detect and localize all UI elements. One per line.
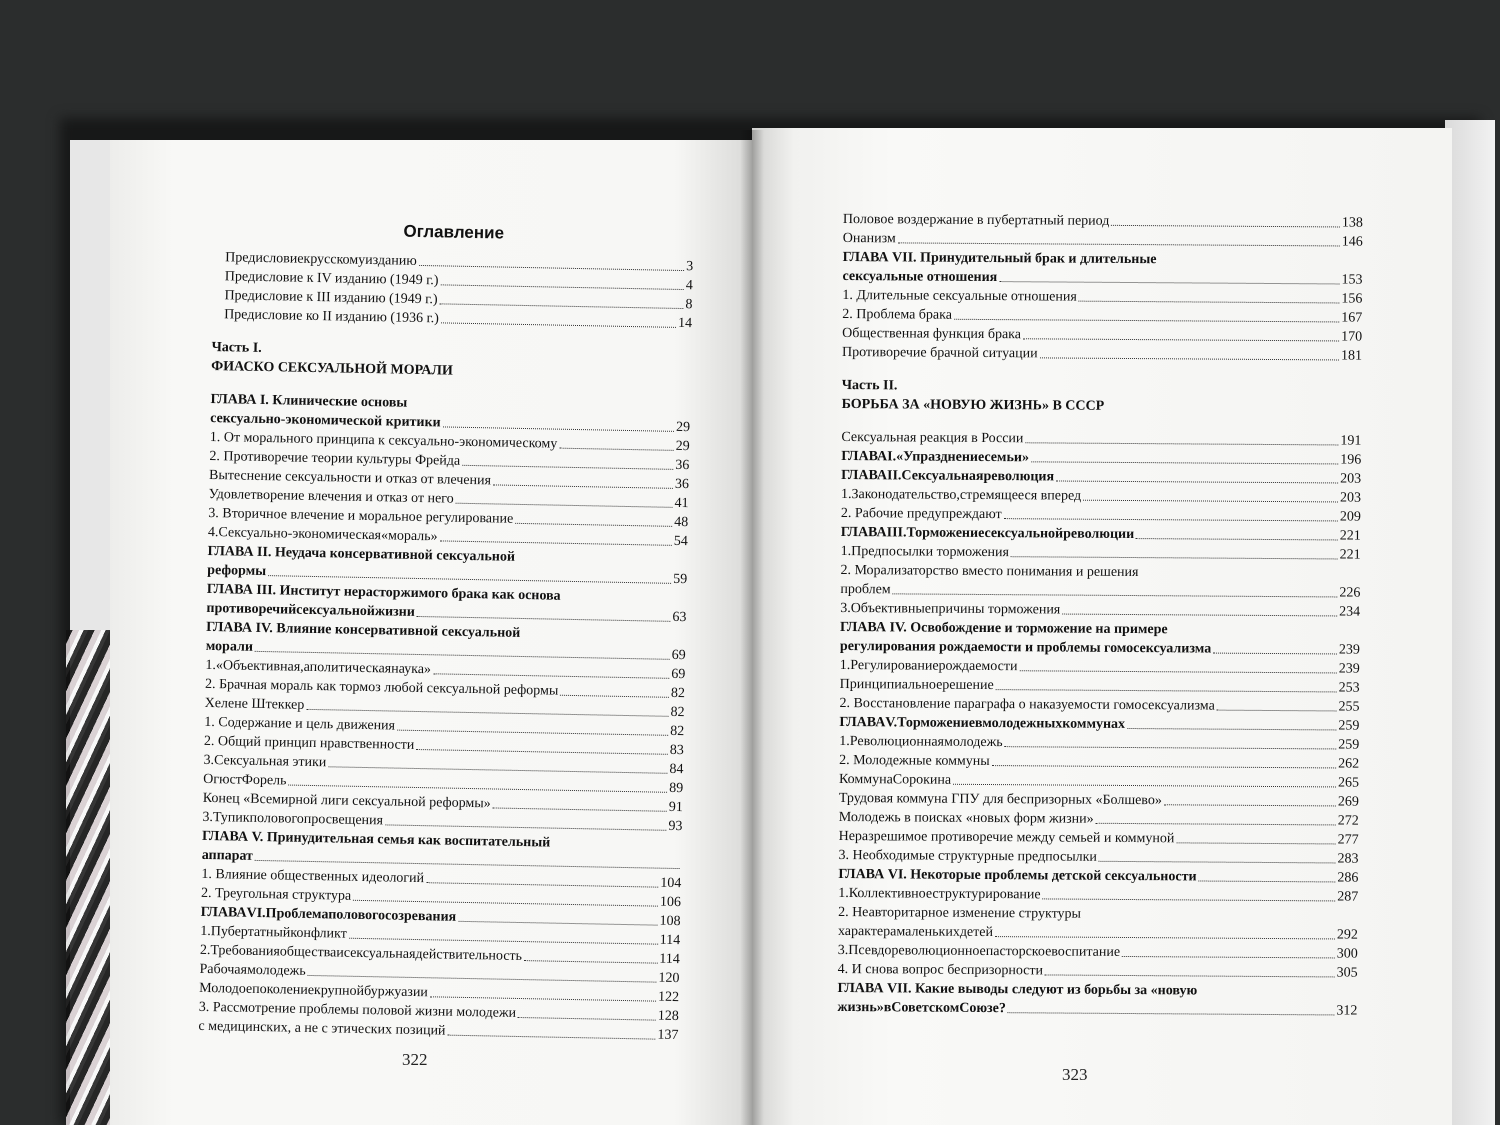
toc-entry-page: 167: [1341, 310, 1363, 326]
toc-leader-dots: [439, 303, 683, 309]
toc-leader-dots: [1056, 480, 1338, 483]
toc-entry-page: 196: [1340, 452, 1362, 468]
toc-entry-title: 3.Тупикполовогопросвещения: [202, 809, 384, 829]
toc-leader-dots: [447, 1035, 655, 1040]
toc-entry-page: 234: [1339, 604, 1361, 620]
toc-leader-dots: [1083, 500, 1338, 503]
toc-entry-title: КоммунаСорокина: [838, 771, 952, 788]
toc-entry-page: 305: [1336, 965, 1358, 981]
toc-entry-page: 8: [685, 297, 693, 313]
toc-entry-page: 83: [669, 742, 685, 759]
toc-leader-dots: [441, 322, 676, 328]
toc-entry-page: 209: [1339, 509, 1361, 525]
toc-entry-title: 2. Молодежные коммуны: [839, 752, 990, 770]
toc-entry-title: 2. Противоречие теории культуры Фрейда: [209, 448, 461, 469]
toc-entry-title: регулирования рождаемости и проблемы гомосексуализма: [839, 638, 1212, 657]
toc-leader-dots: [456, 503, 673, 508]
toc-entry-title: ГЛАВАI.«Упразднениесемьи»: [841, 448, 1030, 466]
toc-entry-page: 84: [669, 761, 684, 778]
toc-entry-page: 120: [658, 970, 680, 987]
toc-entry-title: 1.Регулированиерождаемости: [839, 657, 1018, 675]
toc-entry-title: 2. Общий принцип нравственности: [203, 733, 415, 753]
toc-leader-dots: [560, 695, 669, 698]
toc-entry-title: 1.Законодательство,стремящееся вперед: [840, 486, 1082, 504]
toc-entry-title: 1.Предпосылки торможения: [840, 543, 1010, 561]
toc-entry-page: 106: [659, 894, 682, 911]
toc-entry-title: 2. Рабочие предупреждают: [840, 505, 1002, 523]
toc-leader-dots: [992, 765, 1336, 768]
toc-leader-dots: [995, 936, 1335, 939]
toc-leader-dots: [1004, 518, 1338, 521]
toc-leader-dots: [426, 882, 658, 887]
toc-entry-title: аппарат: [201, 847, 254, 864]
toc-entry-page: 104: [660, 875, 682, 892]
toc-entry-line: 2. Морализаторство вместо понимания и решения: [840, 562, 1139, 581]
toc-entry-title: 3. Рассмотрение проблемы половой жизни молодежи: [198, 999, 517, 1021]
toc-entry-line: ГЛАВА I. Клинические основы: [210, 391, 408, 411]
toc-entry-page: 226: [1339, 585, 1361, 601]
toc-leader-dots: [443, 426, 674, 431]
toc-entry-page: 48: [674, 514, 689, 531]
toc-entry-title: 1. Длительные сексуальные отношения: [842, 287, 1077, 305]
toc-entry-title: Конец «Всемирной лиги сексуальной реформы»: [202, 790, 491, 812]
toc-entry-page: 191: [1340, 433, 1362, 449]
toc-entry-title: 2. Проблема брака: [842, 306, 953, 323]
toc-entry-page: 262: [1338, 756, 1360, 772]
toc-entry-line: ГЛАВА IV. Освобождение и торможение на примере: [840, 619, 1168, 638]
toc-entry-page: 82: [670, 723, 685, 740]
toc-leader-dots: [1164, 804, 1336, 806]
toc-leader-dots: [419, 265, 684, 271]
toc-entry-title: сексуальные отношения: [842, 268, 998, 286]
toc-leader-dots: [953, 784, 1336, 788]
toc-entry-title: 1.Коллективноеструктурирование: [838, 885, 1041, 903]
toc-entry-page: 59: [673, 571, 688, 588]
toc-entry-page: 272: [1337, 813, 1359, 829]
toc-entry-page: 137: [657, 1027, 679, 1044]
book-cover-right: [1445, 120, 1495, 1125]
toc-entry-title: ГЛАВА VI. Некоторые проблемы детской сексуальности: [838, 866, 1197, 885]
toc-entry-page: 170: [1341, 329, 1363, 345]
toc-entry-title: 3.Объективныепричины торможения: [840, 600, 1061, 618]
toc-leader-dots: [430, 996, 656, 1001]
toc-entry-title: Онанизм: [842, 230, 896, 247]
toc-entry-page: 300: [1336, 946, 1358, 962]
toc-leader-dots: [385, 824, 666, 830]
toc-entry-title: Молодежь в поисках «новых форм жизни»: [838, 809, 1094, 827]
toc-entry-title: Удовлетворение влечения и отказ от него: [208, 486, 454, 507]
toc-entry-title: 2. Брачная мораль как тормоз любой сексуальной реформы: [204, 676, 559, 699]
toc-leader-dots: [1008, 1012, 1335, 1015]
toc-leader-dots: [954, 319, 1339, 323]
toc-leader-dots: [397, 730, 668, 736]
part-heading: Часть II.: [841, 377, 898, 394]
toc-entry-title: ГЛАВАV.Торможениевмолодежныхкоммунах: [839, 714, 1126, 732]
toc-entry-title: сексуально-экономической критики: [210, 410, 441, 431]
toc-entry: [843, 210, 1363, 233]
toc-leader-dots: [1019, 670, 1336, 673]
toc-leader-dots: [559, 448, 673, 451]
toc-leader-dots: [1136, 538, 1338, 540]
toc-entry-title: 1. Влияние общественных идеологий: [201, 866, 425, 887]
toc-leader-dots: [1005, 746, 1337, 749]
toc-leader-dots: [1040, 357, 1339, 360]
toc-entry-title: 1. Содержание и цель движения: [204, 714, 396, 734]
toc-entry-title: Рабочаямолодежь: [199, 961, 306, 979]
toc-entry-title: Половое воздержание в пубертатный период: [842, 211, 1110, 229]
toc-entry-title: проблем: [840, 581, 891, 598]
toc-entry-page: 221: [1339, 528, 1361, 544]
toc-entry-title: Предисловие к IV изданию (1949 г.): [224, 269, 439, 289]
toc-entry-page: 41: [674, 495, 689, 512]
part-heading: Часть I.: [211, 339, 262, 356]
toc-entry-page: 292: [1336, 927, 1359, 943]
toc-entry-page: 312: [1336, 1003, 1358, 1019]
toc-leader-dots: [1111, 225, 1340, 228]
toc-leader-dots: [1176, 842, 1335, 844]
toc-leader-dots: [417, 616, 671, 622]
toc-entry-title: 1.«Объективная,аполитическаянаука»: [205, 657, 432, 678]
toc-leader-dots: [1099, 861, 1336, 864]
toc-entry-title: 2. Треугольная структура: [200, 885, 352, 904]
toc-leader-dots: [1043, 898, 1336, 901]
toc-leader-dots: [1023, 338, 1339, 341]
toc-entry-page: 29: [675, 438, 690, 455]
toc-leader-dots: [1122, 956, 1335, 958]
toc-entry-title: 4.Сексуально-экономическая«мораль»: [207, 524, 438, 545]
toc-entry-title: Предисловие ко II изданию (1936 г.): [224, 307, 439, 327]
table-of-contents-left: [198, 218, 694, 1045]
toc-leader-dots: [1199, 880, 1336, 882]
toc-entry-page: 93: [668, 818, 683, 835]
toc-entry-page: 239: [1338, 661, 1360, 677]
toc-leader-dots: [1096, 823, 1336, 826]
page-title: Оглавление: [403, 221, 505, 243]
toc-entry: [837, 998, 1357, 1021]
toc-entry-line: ГЛАВА VII. Принудительный брак и длительные: [842, 249, 1157, 268]
part-heading: БОРЬБА ЗА «НОВУЮ ЖИЗНЬ» В СССР: [841, 396, 1105, 414]
toc-entry-page: 36: [675, 457, 690, 474]
toc-leader-dots: [349, 938, 658, 945]
toc-entry-page: 283: [1337, 851, 1359, 867]
toc-entry-title: Противоречие брачной ситуации: [841, 344, 1038, 362]
toc-entry-title: Хелене Штеккер: [204, 695, 305, 713]
toc-entry-title: 3. Необходимые структурные предпосылки: [838, 847, 1097, 865]
toc-entry-line: ГЛАВА II. Неудача консервативной сексуальной: [207, 543, 516, 565]
toc-entry-title: Предисловие к III изданию (1949 г.): [224, 288, 438, 308]
toc-entry-page: 114: [659, 932, 681, 949]
toc-entry-line: 2. Неавторитарное изменение структуры: [838, 904, 1082, 922]
toc-list-left: [198, 248, 693, 1045]
toc-leader-dots: [462, 465, 673, 470]
cover-artwork: [66, 630, 110, 1125]
toc-leader-dots: [996, 689, 1337, 692]
toc-entry-page: 153: [1341, 272, 1363, 288]
toc-leader-dots: [458, 921, 657, 926]
toc-entry-title: противоречийсексуальнойжизни: [206, 600, 416, 620]
toc-entry-page: 3: [686, 259, 694, 275]
toc-leader-dots: [898, 242, 1340, 246]
toc-entry-page: 239: [1338, 642, 1360, 658]
toc-entry-title: Принципиальноерешение: [839, 676, 994, 694]
page-number-left: 322: [402, 1050, 428, 1069]
toc-leader-dots: [515, 523, 672, 527]
toc-entry-title: 1.Революционнаямолодежь: [839, 733, 1003, 751]
toc-entry-title: ГЛАВАVI.Проблемаполовогосозревания: [200, 904, 457, 925]
toc-entry: [842, 343, 1362, 366]
toc-entry-title: ГЛАВАIII.Торможениесексуальнойреволюции: [840, 524, 1135, 543]
toc-entry-title: 3.Сексуальная этики: [203, 752, 327, 771]
toc-leader-dots: [433, 673, 669, 679]
toc-leader-dots: [1031, 461, 1338, 464]
toc-leader-dots: [893, 593, 1338, 597]
toc-leader-dots: [353, 900, 658, 907]
toc-entry-page: 122: [657, 989, 680, 1006]
toc-entry-page: 69: [671, 647, 686, 664]
toc-entry-page: 253: [1338, 680, 1360, 696]
toc-leader-dots: [999, 281, 1339, 284]
toc-leader-dots: [416, 749, 668, 755]
toc-entry-page: 128: [657, 1008, 679, 1025]
toc-entry-title: Вытеснение сексуальности и отказ от влечения: [208, 467, 492, 489]
toc-entry-page: 14: [677, 315, 693, 332]
toc-entry-page: 4: [685, 278, 693, 294]
toc-entry-title: жизнь»вСоветскомСоюзе?: [837, 999, 1006, 1017]
toc-entry-title: характерамаленькихдетей: [837, 923, 994, 941]
toc-entry-page: 156: [1341, 291, 1363, 307]
toc-leader-dots: [1025, 442, 1338, 445]
toc-entry-page: 69: [671, 666, 686, 683]
toc-entry-title: ОгюстФорель: [203, 771, 287, 789]
toc-entry-page: 259: [1338, 737, 1360, 753]
toc-entry-title: Молодоепоколениекрупнойбуржуазии: [199, 980, 429, 1001]
toc-entry-title: 2.Требованияобществаисексуальнаядействительность: [199, 942, 523, 965]
toc-entry-page: 277: [1337, 832, 1359, 848]
toc-leader-dots: [440, 284, 683, 290]
toc-entry-page: 29: [675, 419, 691, 436]
toc-entry-page: 221: [1339, 547, 1361, 563]
toc-entry-line: ГЛАВА III. Институт нерасторжимого брака как основа: [206, 581, 561, 604]
toc-entry-page: 146: [1341, 234, 1363, 250]
toc-leader-dots: [1062, 614, 1337, 617]
toc-entry-title: Трудовая коммуна ГПУ для беспризорных «Болшево»: [838, 790, 1162, 809]
toc-entry-title: 4. И снова вопрос беспризорности: [837, 961, 1044, 979]
toc-entry-page: 114: [659, 951, 680, 968]
toc-entry-title: Неразрешимое противоречие между семьей и коммуной: [838, 828, 1175, 847]
toc-entry-title: морали: [205, 638, 254, 655]
toc-entry-page: 89: [668, 780, 684, 797]
toc-leader-dots: [524, 960, 657, 964]
toc-leader-dots: [1217, 710, 1337, 712]
page-number-right: 323: [1062, 1065, 1088, 1084]
toc-leader-dots: [493, 484, 673, 488]
toc-entry-page: 287: [1337, 889, 1359, 905]
toc-leader-dots: [1079, 301, 1340, 304]
toc-entry-line: ГЛАВА V. Принудительная семья как воспитательный: [201, 828, 551, 851]
toc-entry-page: 108: [659, 913, 681, 930]
toc-entry-title: Общественная функция брака: [842, 325, 1022, 343]
toc-entry-title: 2. Восстановление параграфа о наказуемости гомосексуализма: [839, 695, 1215, 714]
toc-entry-title: реформы: [207, 562, 267, 580]
toc-entry-line: ГЛАВА IV. Влияние консервативной сексуальной: [205, 619, 521, 641]
toc-entry-page: 203: [1339, 490, 1362, 506]
toc-entry-title: Предисловиекрусскомуизданию: [225, 250, 417, 269]
toc-entry-title: 1. От морального принципа к сексуально-экономическому: [209, 429, 558, 452]
toc-entry-page: 36: [674, 476, 690, 493]
toc-entry-line: ГЛАВА VII. Какие выводы следуют из борьбы за «новую: [837, 980, 1198, 999]
toc-entry-page: 82: [670, 704, 685, 721]
toc-entry-title: 3. Вторичное влечение и моральное регулирование: [208, 505, 514, 527]
toc-entry-title: 3.Псевдореволюционноепасторскоевоспитание: [837, 942, 1121, 960]
toc-entry-page: 54: [673, 533, 689, 550]
toc-leader-dots: [493, 807, 667, 811]
toc-entry-title: с медицинских, а не с этических позиций: [198, 1018, 446, 1039]
toc-entry-title: Сексуальная реакция в России: [841, 429, 1024, 447]
toc-leader-dots: [1213, 653, 1337, 655]
toc-leader-dots: [1045, 974, 1335, 977]
toc-entry-page: 91: [668, 799, 683, 816]
toc-entry-page: 63: [672, 609, 687, 626]
toc-entry-title: ГЛАВАII.Сексуальнаяреволюция: [841, 467, 1055, 485]
toc-leader-dots: [518, 1017, 656, 1021]
toc-entry-page: 286: [1337, 870, 1359, 886]
toc-leader-dots: [1127, 728, 1336, 730]
toc-entry-page: 265: [1337, 775, 1360, 791]
toc-entry-page: 269: [1337, 794, 1359, 810]
toc-entry-page: 203: [1340, 471, 1362, 487]
toc-entry-page: 138: [1341, 215, 1363, 231]
toc-entry-page: 82: [670, 685, 686, 702]
table-of-contents-right: [837, 210, 1363, 1021]
toc-leader-dots: [1011, 556, 1338, 559]
toc-entry-title: 1.Пубертатныйконфликт: [200, 923, 347, 942]
toc-entry-page: 259: [1338, 718, 1360, 734]
toc-entry-page: 255: [1338, 699, 1360, 715]
toc-list-right: [837, 210, 1363, 1021]
toc-entry-page: 181: [1340, 348, 1363, 364]
part-heading: ФИАСКО СЕКСУАЛЬНОЙ МОРАЛИ: [211, 358, 453, 379]
book-gutter: [740, 130, 764, 1125]
toc-leader-dots: [440, 540, 672, 545]
